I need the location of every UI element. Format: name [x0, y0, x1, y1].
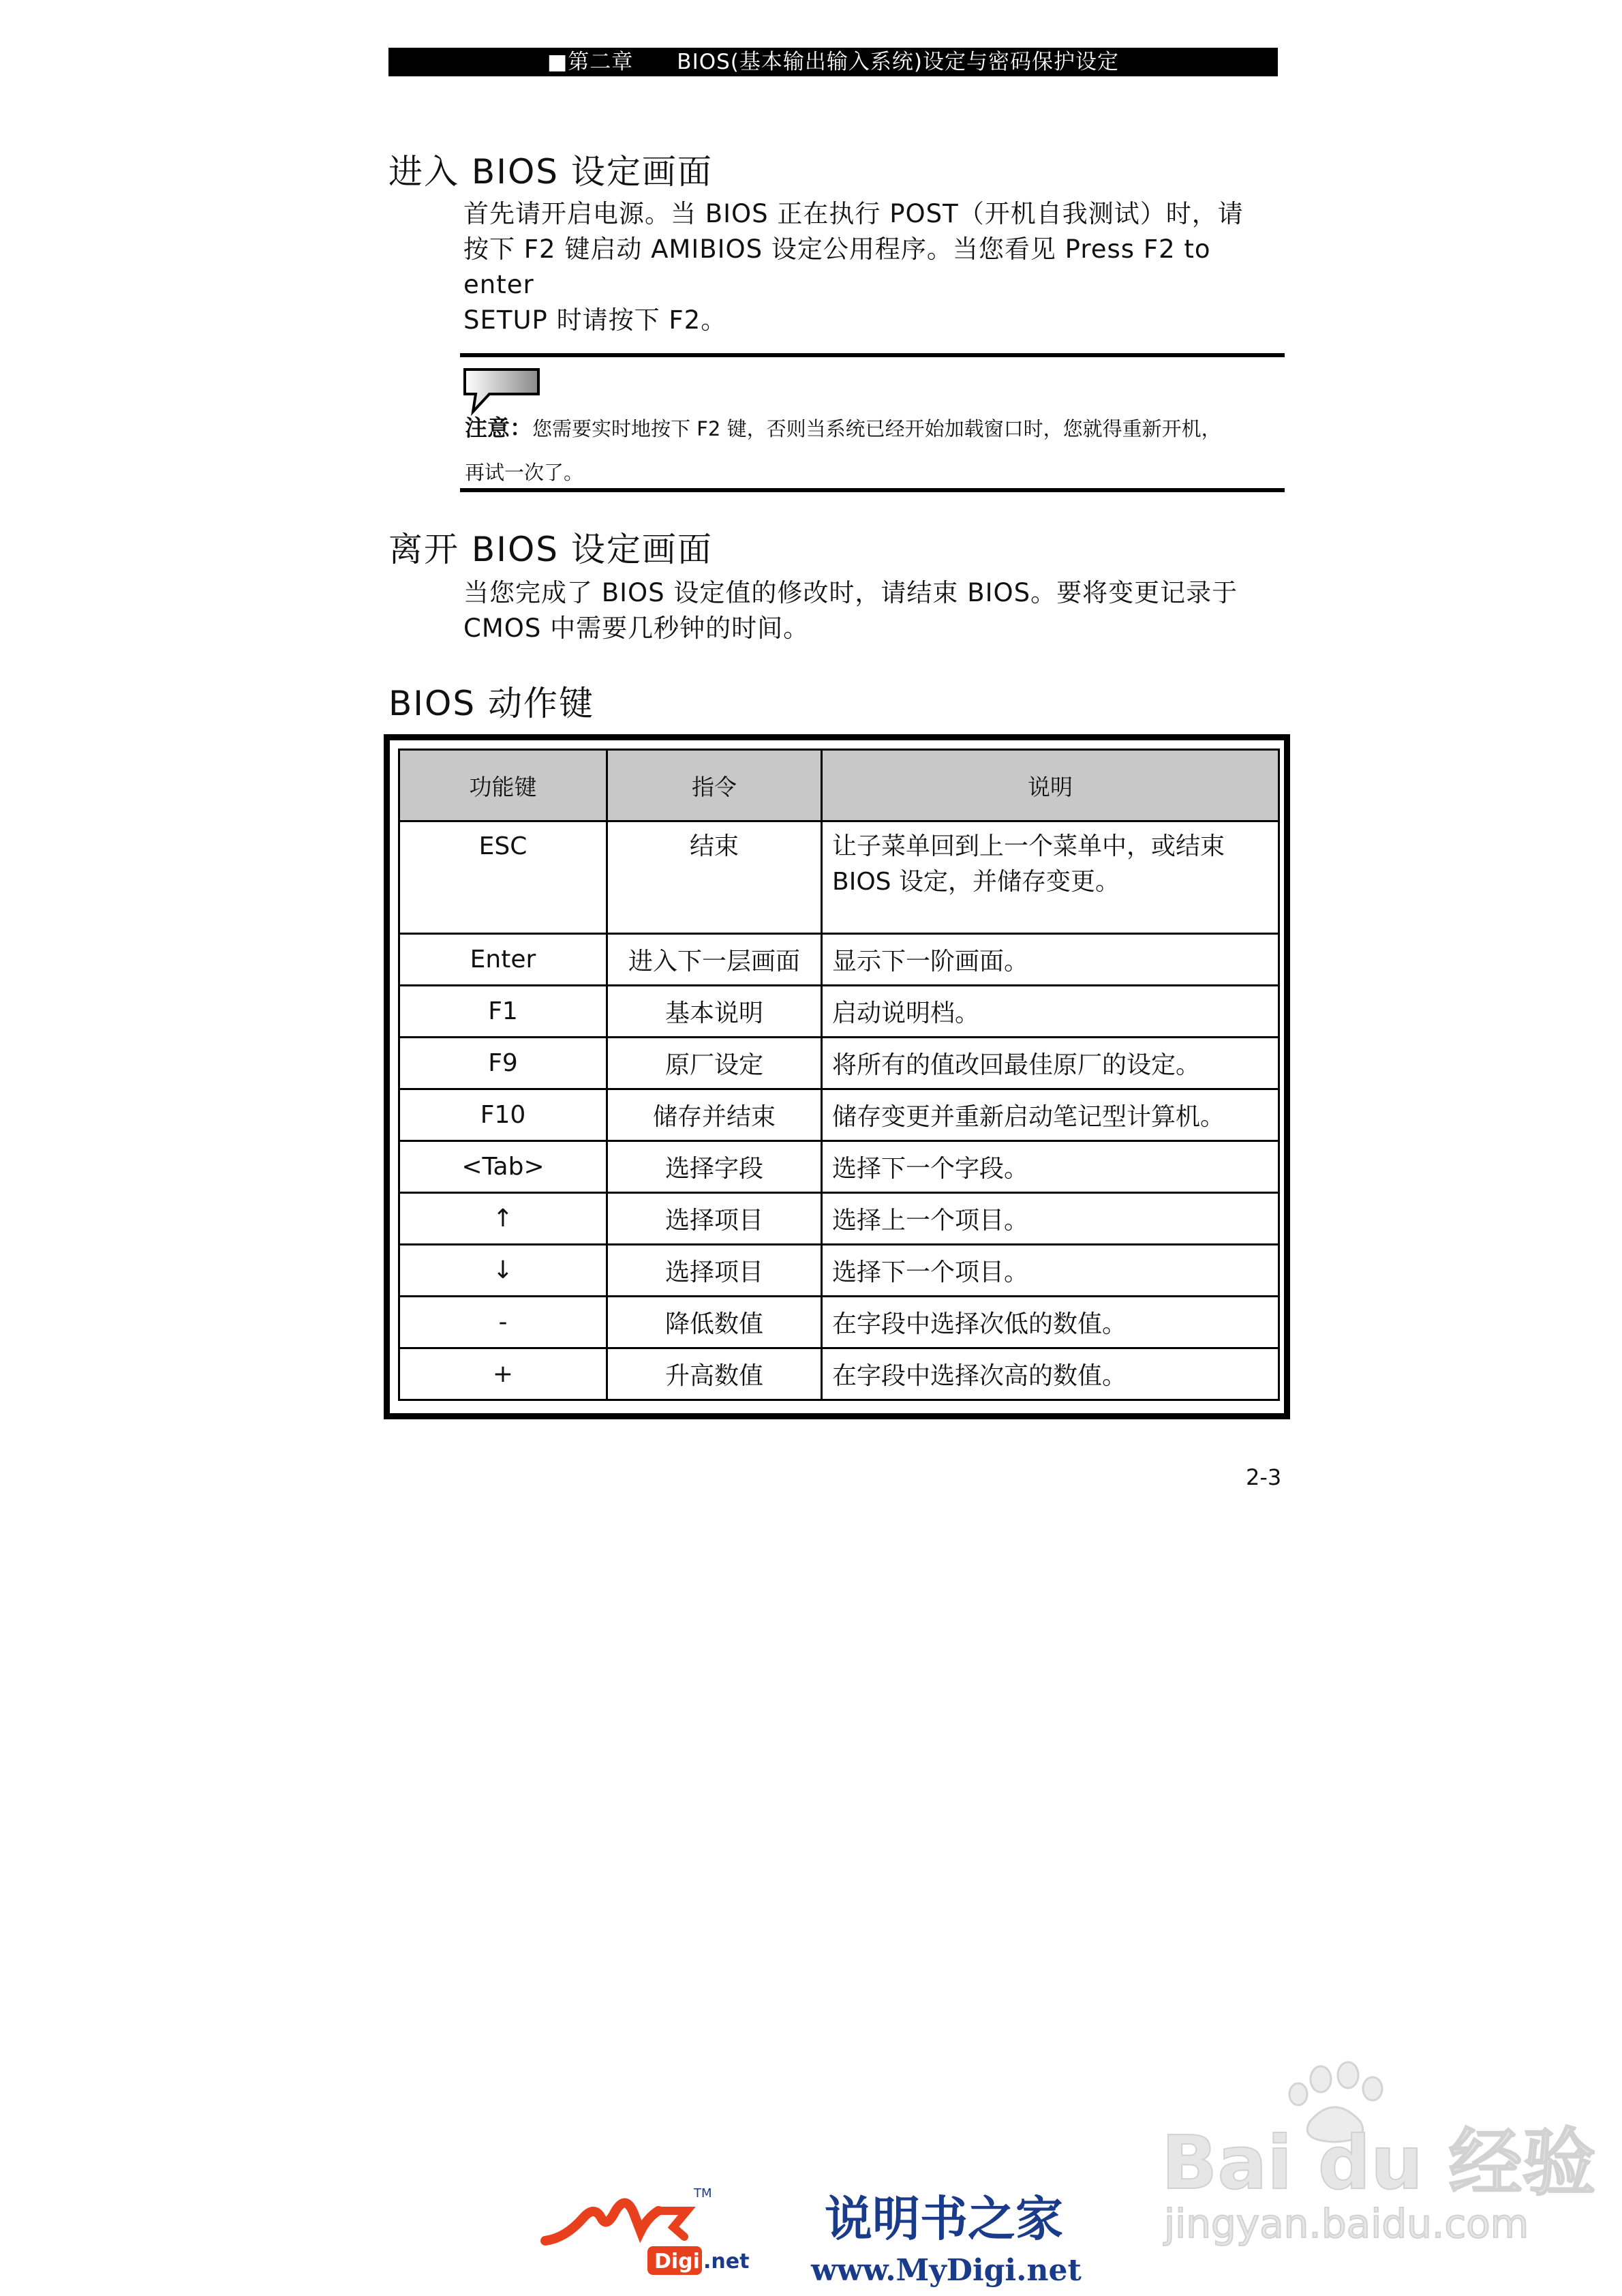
action-keys-table-frame	[384, 734, 1290, 1419]
table-row	[399, 1348, 1279, 1400]
description-cell: 选择上一个项目。	[822, 1193, 1279, 1245]
description-cell: 将所有的值改回最佳原厂的设定。	[822, 1038, 1279, 1089]
description-cell: 选择下一个字段。	[822, 1141, 1279, 1193]
table-row	[399, 986, 1279, 1038]
table-row	[399, 934, 1279, 986]
table-row	[399, 1297, 1279, 1348]
table-row	[399, 1193, 1279, 1245]
description-cell: 显示下一阶画面。	[822, 934, 1279, 986]
description-cell: 让子菜单回到上一个菜单中，或结束 BIOS 设定，并储存变更。	[822, 821, 1279, 934]
exit-bios-title: 离开 BIOS 设定画面	[388, 530, 713, 569]
key-cell: <Tab>	[399, 1141, 607, 1193]
command-cell: 原厂设定	[607, 1038, 822, 1089]
command-cell: 结束	[607, 821, 822, 934]
logo-net-text: .net	[703, 2250, 750, 2274]
site-name: 说明书之家	[825, 2191, 1063, 2247]
table-row	[399, 1245, 1279, 1297]
description-cell: 选择下一个项目。	[822, 1245, 1279, 1297]
note-label: 注意：	[465, 414, 532, 441]
enter-line-1: 首先请开启电源。当 BIOS 正在执行 POST（开机自我测试）时，请	[463, 199, 1244, 228]
exit-line-2: CMOS 中需要几秒钟的时间。	[463, 614, 810, 643]
description-cell: 启动说明档。	[822, 986, 1279, 1038]
description-cell: 在字段中选择次低的数值。	[822, 1297, 1279, 1348]
exit-line-1: 当您完成了 BIOS 设定值的修改时，请结束 BIOS。要将变更记录于	[463, 578, 1238, 607]
key-cell: ↓	[399, 1245, 607, 1297]
command-cell: 选择项目	[607, 1245, 822, 1297]
key-cell: ↑	[399, 1193, 607, 1245]
note-top-rule	[460, 353, 1285, 357]
table-row	[399, 1141, 1279, 1193]
watermark-url: jingyan.baidu.com	[1164, 2201, 1529, 2247]
command-cell: 降低数值	[607, 1297, 822, 1348]
action-keys-table	[398, 749, 1280, 1401]
note-line-2: 再试一次了。	[465, 461, 584, 484]
table-row	[399, 1089, 1279, 1141]
note-text	[465, 406, 1286, 494]
action-keys-title: BIOS 动作键	[388, 684, 595, 723]
enter-line-3: SETUP 时请按下 F2。	[463, 305, 727, 335]
baidu-jingyan-watermark	[1159, 2059, 1596, 2256]
command-cell: 进入下一层画面	[607, 934, 822, 986]
table-row	[399, 821, 1279, 934]
command-cell: 选择字段	[607, 1141, 822, 1193]
my-swoosh-icon	[545, 2203, 658, 2241]
description-cell: 储存变更并重新启动笔记型计算机。	[822, 1089, 1279, 1141]
key-cell: +	[399, 1348, 607, 1400]
mydigi-footer-logo	[538, 2178, 1104, 2294]
key-cell: F1	[399, 986, 607, 1038]
command-cell: 升高数值	[607, 1348, 822, 1400]
header-key: 功能键	[399, 750, 607, 821]
chapter-header: ■第二章 BIOS(基本输出输入系统)设定与密码保护设定	[388, 48, 1278, 76]
watermark-brand: Bai du 经验	[1161, 2121, 1596, 2206]
note-bottom-rule	[460, 488, 1285, 492]
key-cell: F10	[399, 1089, 607, 1141]
key-cell: F9	[399, 1038, 607, 1089]
table-row	[399, 1038, 1279, 1089]
trademark-mark: TM	[694, 2186, 712, 2201]
logo-digi-text: Digi	[654, 2250, 700, 2274]
enter-line-2: 按下 F2 键启动 AMIBIOS 设定公用程序。当您看见 Press F2 to enter	[463, 235, 1211, 299]
table-header-row	[399, 750, 1279, 821]
command-cell: 选择项目	[607, 1193, 822, 1245]
header-description: 说明	[822, 750, 1279, 821]
note-line-1: 您需要实时地按下 F2 键，否则当系统已经开始加载窗口时，您就得重新开机，	[532, 417, 1221, 440]
command-cell: 基本说明	[607, 986, 822, 1038]
key-cell: -	[399, 1297, 607, 1348]
command-cell: 储存并结束	[607, 1089, 822, 1141]
header-command: 指令	[607, 750, 822, 821]
exit-bios-paragraph	[463, 575, 1281, 646]
enter-bios-title: 进入 BIOS 设定画面	[388, 152, 713, 192]
enter-bios-paragraph	[463, 196, 1281, 338]
key-cell: Enter	[399, 934, 607, 986]
key-cell: ESC	[399, 821, 607, 934]
site-url: www.MyDigi.net	[811, 2253, 1082, 2288]
description-cell: 在字段中选择次高的数值。	[822, 1348, 1279, 1400]
page-number: 2-3	[1246, 1464, 1282, 1490]
